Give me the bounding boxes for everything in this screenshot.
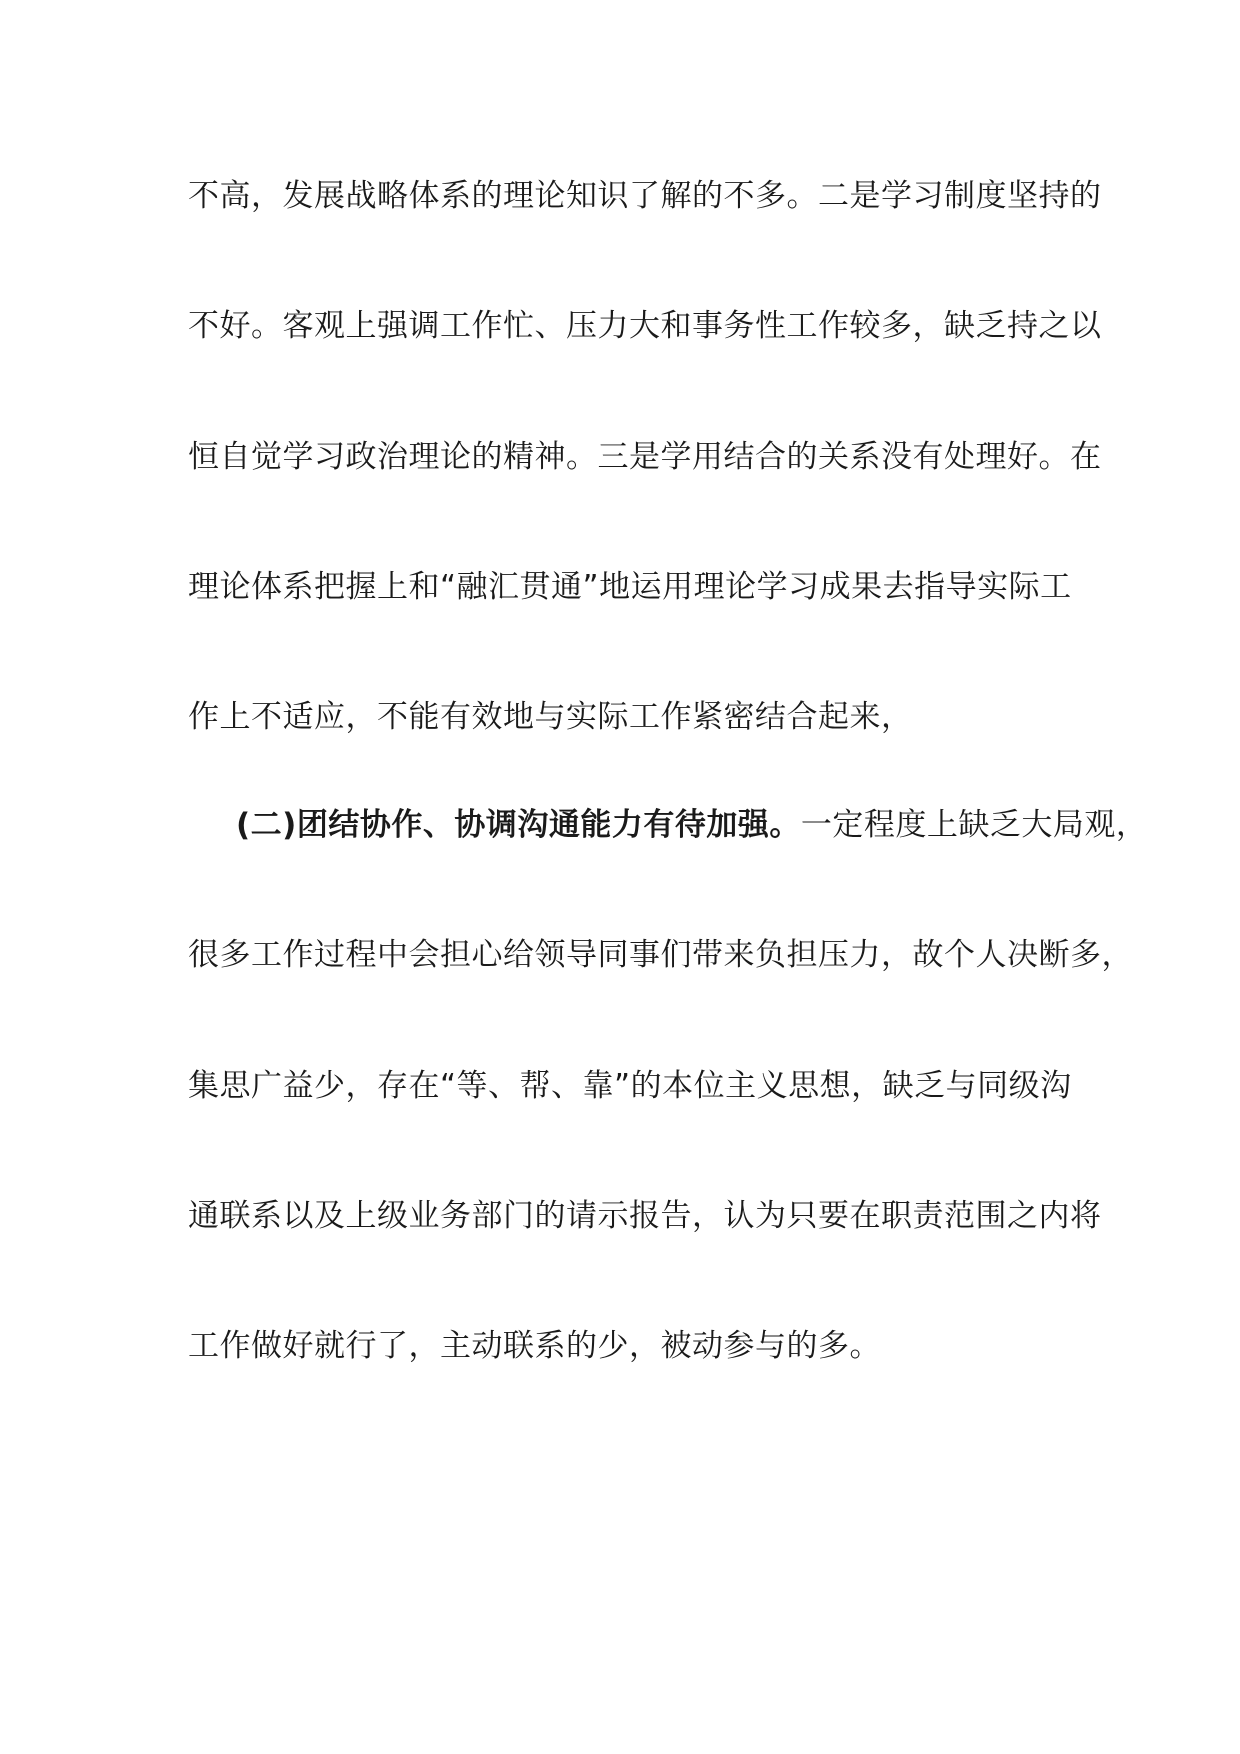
body-text-line: 不好。客观上强调工作忙、压力大和事务性工作较多，缺乏持之以 [188, 308, 1102, 344]
body-text-line: 工作做好就行了，主动联系的少，被动参与的多。 [188, 1328, 881, 1364]
body-text-line: 理论体系把握上和“融汇贯通”地运用理论学习成果去指导实际工 [188, 569, 1072, 605]
body-text-line: 很多工作过程中会担心给领导同事们带来负担压力，故个人决断多， [188, 937, 1133, 973]
section-first-line [236, 805, 1148, 845]
body-text-line: 集思广益少，存在“等、帮、靠”的本位主义思想，缺乏与同级沟 [188, 1068, 1072, 1104]
body-text-line: 作上不适应，不能有效地与实际工作紧密结合起来， [188, 699, 913, 735]
body-text-line: 不高，发展战略体系的理论知识了解的不多。二是学习制度坚持的 [188, 178, 1102, 214]
section-text: 一定程度上缺乏大局观， [800, 807, 1148, 843]
section-heading: (二)团结协作、协调沟通能力有待加强。 [236, 807, 801, 843]
body-text-line: 恒自觉学习政治理论的精神。三是学用结合的关系没有处理好。在 [188, 439, 1102, 475]
body-text-line: 通联系以及上级业务部门的请示报告，认为只要在职责范围之内将 [188, 1198, 1102, 1234]
